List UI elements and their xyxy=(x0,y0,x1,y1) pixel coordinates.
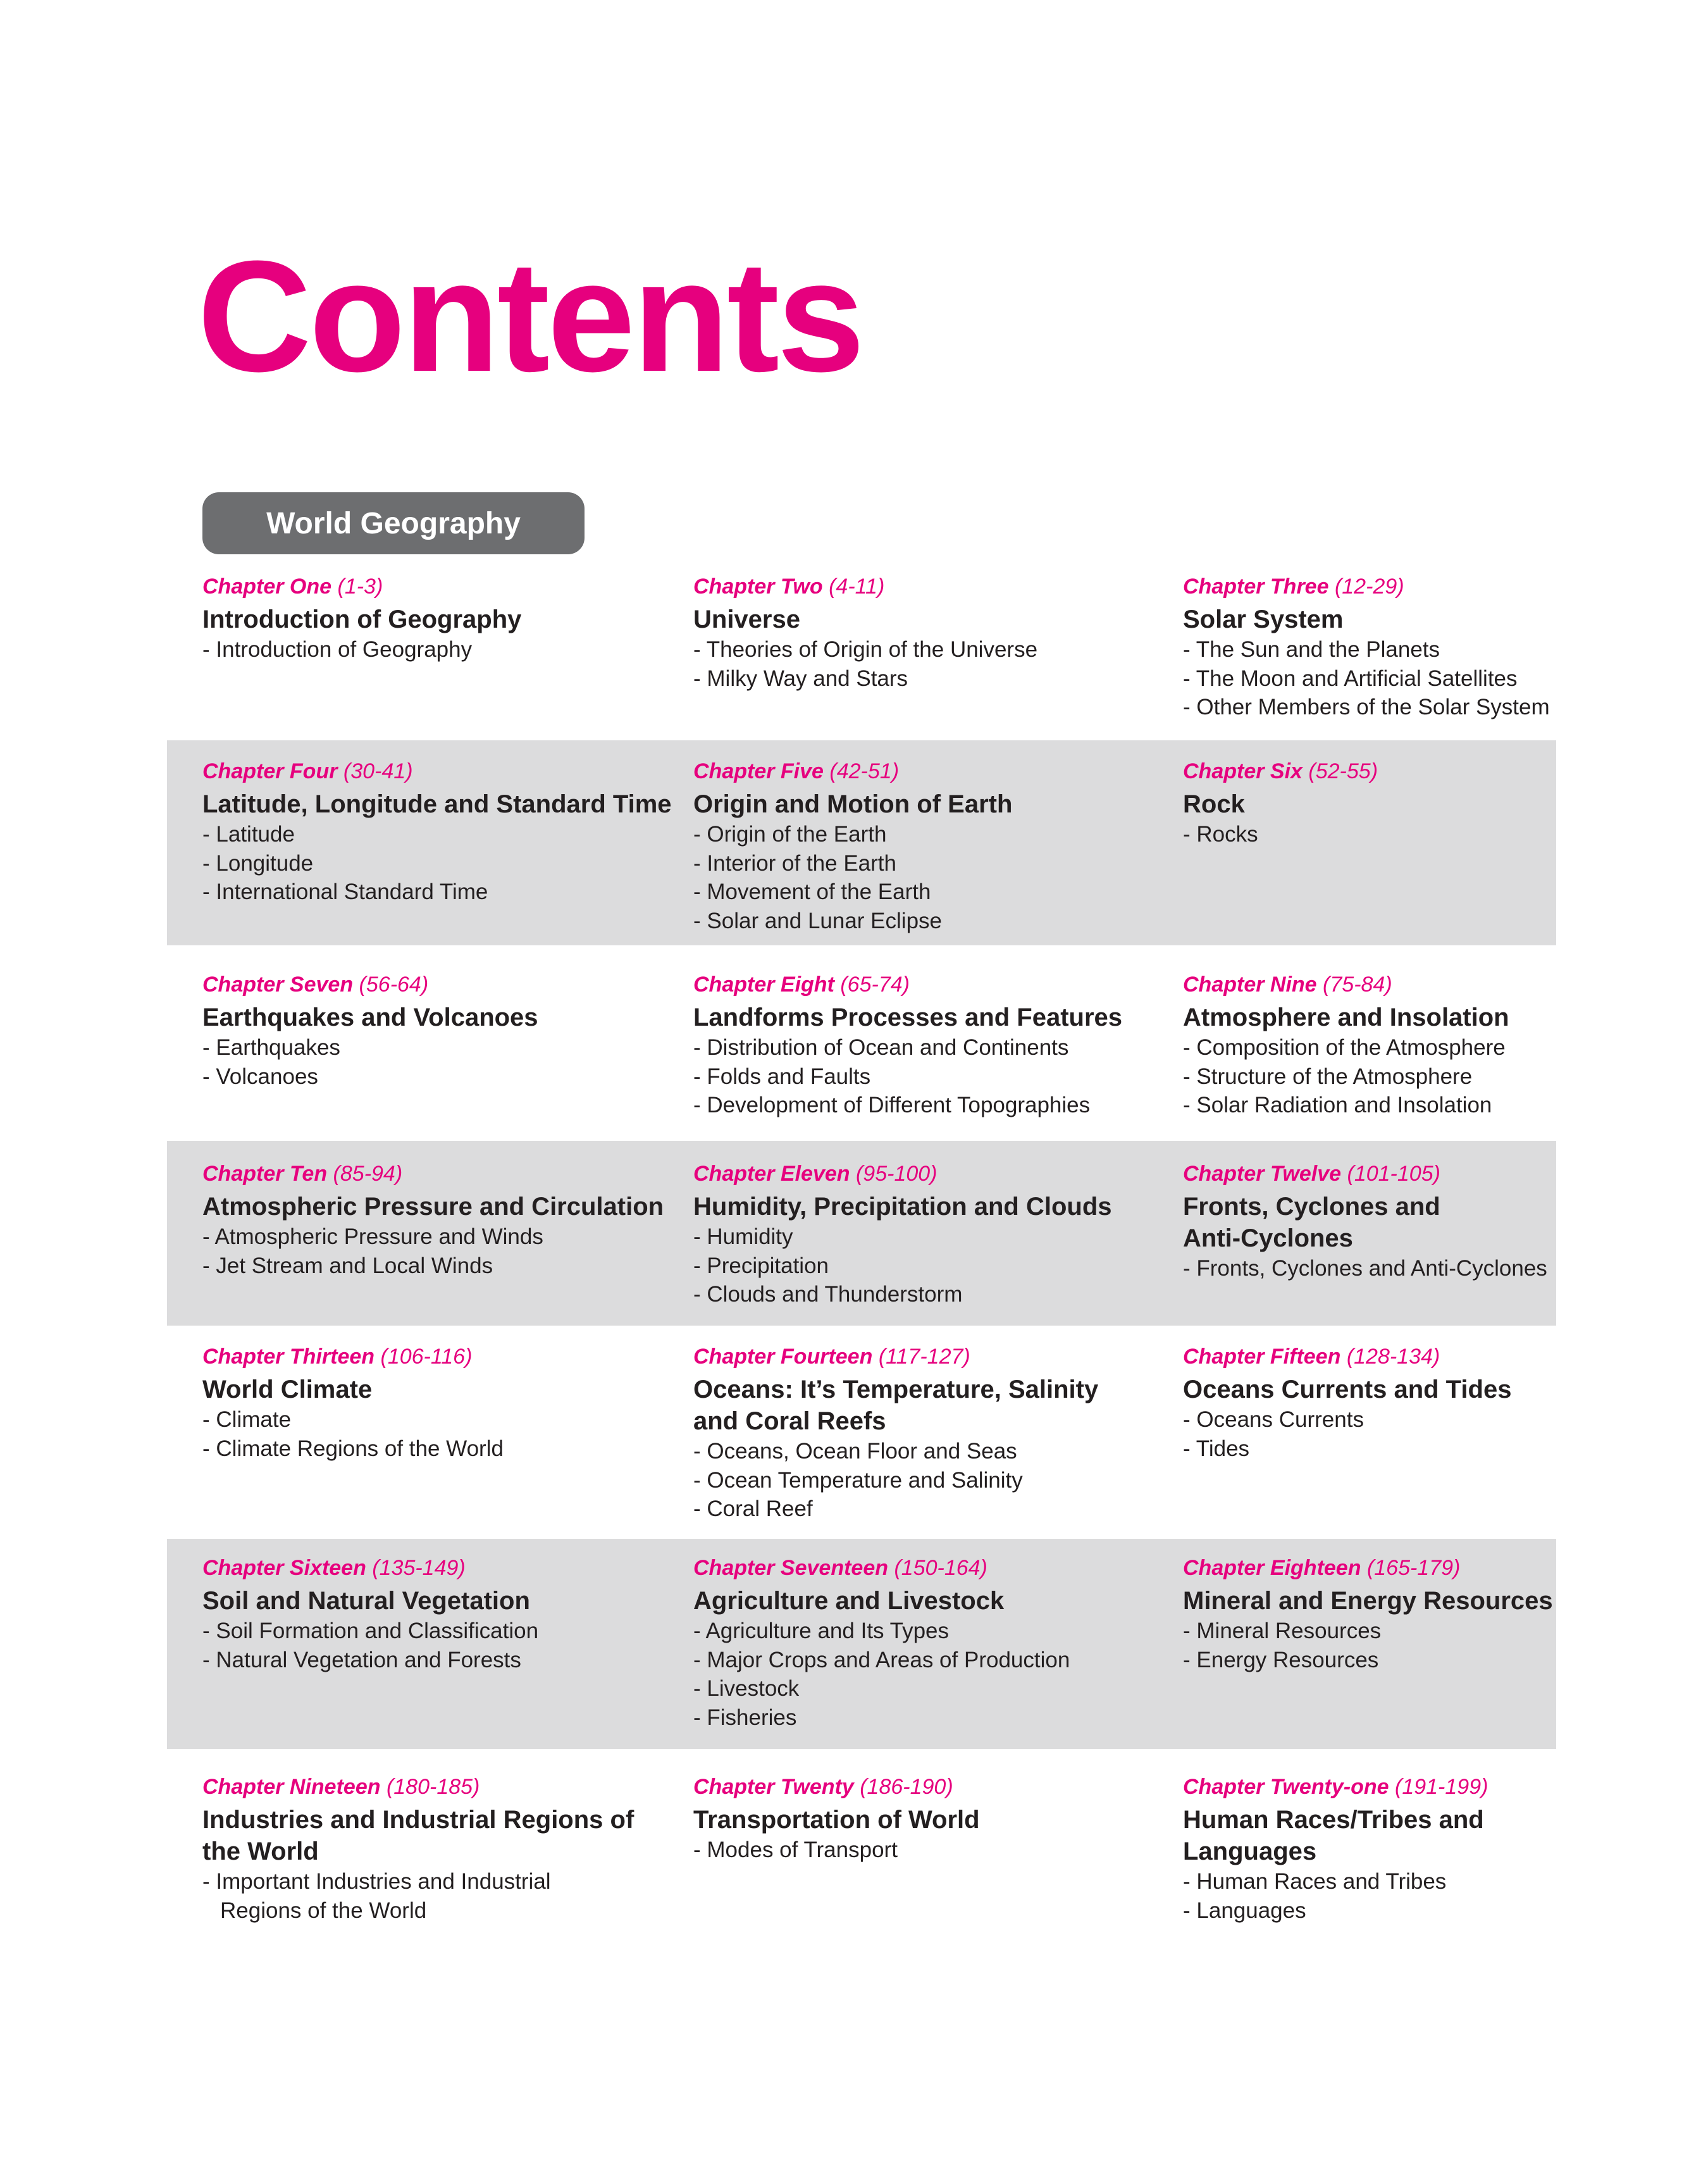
chapter-title-line: Landforms Processes and Features xyxy=(693,1004,1123,1031)
topic-text: Other Members of the Solar System xyxy=(1196,695,1550,719)
topic-text: Soil Formation and Classification xyxy=(216,1619,539,1643)
topic-item: - Important Industries and Industrial Regions of the World xyxy=(202,1867,634,1925)
chapter-number: Chapter Twelve xyxy=(1183,1162,1342,1186)
chapter-pages: (106-116) xyxy=(380,1345,473,1369)
topic-list xyxy=(1183,1867,1488,1925)
topic-text: Interior of the Earth xyxy=(707,850,896,876)
topic-item: - Atmospheric Pressure and Winds xyxy=(202,1224,543,1249)
topic-item: - Movement of the Earth xyxy=(693,880,931,904)
chapter-heading xyxy=(693,1772,980,1801)
topic-item: - Clouds and Thunderstorm xyxy=(693,1282,963,1307)
topic-item: - Ocean Temperature and Salinity xyxy=(693,1467,1023,1493)
chapter-number: Chapter Ten xyxy=(202,1162,328,1186)
chapter-heading xyxy=(1183,1772,1488,1801)
topic-item: - Humidity xyxy=(693,1224,793,1249)
topic-list xyxy=(693,1836,980,1865)
topic-list xyxy=(693,1033,1122,1120)
chapter-title-line: Languages xyxy=(1183,1838,1317,1865)
topic-list xyxy=(202,820,672,907)
chapter-title xyxy=(202,788,672,820)
chapter-number: Chapter Three xyxy=(1183,575,1329,599)
topic-list xyxy=(1183,1617,1553,1674)
chapter-entry xyxy=(1183,1772,1488,1925)
topic-text: Climate Regions of the World xyxy=(216,1436,504,1461)
chapter-title-line: Earthquakes and Volcanoes xyxy=(202,1004,538,1031)
chapter-heading xyxy=(1183,1553,1553,1583)
chapter-entry xyxy=(202,1159,664,1280)
topic-item: - Languages xyxy=(1183,1898,1306,1923)
topic-text: Longitude xyxy=(216,850,314,876)
chapter-title-line: Human Races/Tribes and xyxy=(1183,1806,1484,1834)
chapter-pages: (52-55) xyxy=(1308,759,1378,783)
topic-text: Languages xyxy=(1196,1898,1306,1923)
topic-text: Tides xyxy=(1196,1436,1250,1461)
chapter-number: Chapter Fourteen xyxy=(693,1345,873,1369)
chapter-heading xyxy=(1183,1159,1547,1188)
topic-item: - Other Members of the Solar System xyxy=(1183,695,1550,719)
topic-list xyxy=(202,1033,538,1091)
chapter-number: Chapter Eighteen xyxy=(1183,1556,1361,1580)
chapter-number: Chapter Thirteen xyxy=(202,1345,375,1369)
topic-item: - Introduction of Geography xyxy=(202,637,473,662)
topic-text: Major Crops and Areas of Production xyxy=(707,1647,1070,1672)
topic-text: Rocks xyxy=(1196,822,1258,847)
chapter-pages: (117-127) xyxy=(878,1345,970,1369)
topic-item: - Fronts, Cyclones and Anti-Cyclones xyxy=(1183,1256,1547,1281)
chapter-title xyxy=(1183,1002,1509,1033)
topic-item: - Precipitation xyxy=(693,1253,829,1278)
topic-text: Clouds and Thunderstorm xyxy=(707,1282,963,1307)
chapter-number: Chapter Eight xyxy=(693,973,834,997)
chapter-number: Chapter Four xyxy=(202,759,338,783)
chapter-title xyxy=(1183,1374,1511,1405)
chapter-title xyxy=(202,1585,538,1617)
topic-text: Livestock xyxy=(707,1676,800,1701)
chapter-entry xyxy=(202,970,538,1091)
topic-text: Structure of the Atmosphere xyxy=(1196,1064,1473,1089)
chapter-pages: (191-199) xyxy=(1395,1775,1488,1799)
topic-item: - Earthquakes xyxy=(202,1035,340,1060)
topic-item: - Fisheries xyxy=(693,1705,797,1730)
chapter-number: Chapter Eleven xyxy=(693,1162,850,1186)
topic-text: Development of Different Topographies xyxy=(707,1093,1091,1117)
chapter-number: Chapter Nine xyxy=(1183,973,1317,997)
chapter-heading xyxy=(1183,572,1550,601)
topic-list xyxy=(1183,1405,1511,1463)
topic-text: Precipitation xyxy=(707,1253,829,1278)
chapter-title-line: Oceans Currents and Tides xyxy=(1183,1376,1512,1403)
chapter-number: Chapter Seventeen xyxy=(693,1556,888,1580)
chapter-title xyxy=(693,604,1037,635)
topic-list xyxy=(202,635,521,664)
chapter-pages: (65-74) xyxy=(840,973,910,997)
topic-text: Coral Reef xyxy=(707,1496,813,1521)
chapter-pages: (42-51) xyxy=(829,759,900,783)
topic-text: Ocean Temperature and Salinity xyxy=(707,1467,1023,1493)
topic-list xyxy=(1183,1033,1509,1120)
chapter-title-line: Universe xyxy=(693,606,800,633)
section-label: World Geography xyxy=(202,492,585,554)
topic-item: - Jet Stream and Local Winds xyxy=(202,1253,493,1278)
chapter-heading xyxy=(202,572,521,601)
chapter-heading xyxy=(693,572,1037,601)
topic-text: Important Industries and Industrial xyxy=(216,1869,551,1894)
chapter-title-line: Transportation of World xyxy=(693,1806,980,1834)
chapter-title xyxy=(202,1804,634,1867)
topic-text: Mineral Resources xyxy=(1196,1619,1382,1643)
chapter-title-line: Solar System xyxy=(1183,606,1344,633)
chapter-pages: (30-41) xyxy=(343,759,413,783)
topic-text: Atmospheric Pressure and Winds xyxy=(214,1224,543,1249)
topic-text: Regions of the World xyxy=(220,1898,427,1923)
topic-text: International Standard Time xyxy=(216,880,488,904)
topic-item: - Major Crops and Areas of Production xyxy=(693,1647,1070,1672)
chapter-entry xyxy=(1183,1159,1547,1283)
chapter-pages: (101-105) xyxy=(1347,1162,1440,1186)
chapter-entry xyxy=(693,1772,980,1865)
topic-text: Fronts, Cyclones and Anti-Cyclones xyxy=(1196,1256,1547,1281)
chapter-pages: (186-190) xyxy=(860,1775,953,1799)
topic-item: - Origin of the Earth xyxy=(693,822,887,847)
chapter-heading xyxy=(202,970,538,999)
topic-list xyxy=(202,1222,664,1280)
chapter-title xyxy=(1183,788,1378,820)
topic-item: - Livestock xyxy=(693,1676,800,1701)
chapter-heading xyxy=(1183,1342,1511,1371)
topic-text: Solar and Lunar Eclipse xyxy=(707,908,943,933)
topic-item: - The Sun and the Planets xyxy=(1183,637,1440,662)
topic-item: - Modes of Transport xyxy=(693,1838,898,1862)
topic-item: - The Moon and Artificial Satellites xyxy=(1183,666,1518,691)
topic-text: The Moon and Artificial Satellites xyxy=(1196,666,1518,691)
topic-text: Humidity xyxy=(707,1224,793,1249)
chapter-title xyxy=(693,788,1012,820)
chapter-title-line: Introduction of Geography xyxy=(202,606,522,633)
chapter-pages: (165-179) xyxy=(1366,1556,1461,1580)
chapter-entry xyxy=(693,572,1037,693)
chapter-pages: (95-100) xyxy=(855,1162,938,1186)
chapter-heading xyxy=(202,757,672,786)
chapter-title-line: Mineral and Energy Resources xyxy=(1183,1587,1553,1615)
topic-text: Introduction of Geography xyxy=(216,637,473,662)
topic-item: - International Standard Time xyxy=(202,880,488,904)
chapter-title-line: Soil and Natural Vegetation xyxy=(202,1587,530,1615)
topic-text: Human Races and Tribes xyxy=(1196,1869,1447,1894)
chapter-number: Chapter Twenty-one xyxy=(1183,1775,1389,1799)
chapter-pages: (75-84) xyxy=(1323,973,1392,997)
topic-item: - Rocks xyxy=(1183,822,1258,847)
topic-list xyxy=(202,1405,504,1463)
topic-item: - Human Races and Tribes xyxy=(1183,1869,1447,1894)
topic-text: Distribution of Ocean and Continents xyxy=(707,1035,1069,1060)
topic-item: - Mineral Resources xyxy=(1183,1619,1382,1643)
chapter-entry xyxy=(693,1159,1112,1309)
chapter-title xyxy=(693,1191,1112,1222)
topic-item: - Development of Different Topographies xyxy=(693,1093,1091,1117)
chapter-entry xyxy=(202,757,672,907)
chapter-title-line: the World xyxy=(202,1838,319,1865)
chapter-title xyxy=(202,604,521,635)
topic-item: - Structure of the Atmosphere xyxy=(1183,1064,1473,1089)
topic-text: Folds and Faults xyxy=(707,1064,871,1089)
topic-text: Climate xyxy=(216,1407,292,1432)
topic-item: - Milky Way and Stars xyxy=(693,666,908,691)
topic-item: - Distribution of Ocean and Continents xyxy=(693,1035,1069,1060)
chapter-heading xyxy=(693,1342,1098,1371)
chapter-title-line: Humidity, Precipitation and Clouds xyxy=(693,1193,1112,1221)
chapter-number: Chapter Nineteen xyxy=(202,1775,381,1799)
chapter-entry xyxy=(202,572,521,664)
topic-item: - Coral Reef xyxy=(693,1496,813,1521)
chapter-title xyxy=(693,1804,980,1836)
chapter-pages: (12-29) xyxy=(1334,575,1404,599)
chapter-pages: (4-11) xyxy=(829,575,885,599)
topic-text: Latitude xyxy=(216,822,295,847)
topic-item: - Oceans Currents xyxy=(1183,1407,1364,1432)
topic-text: Earthquakes xyxy=(216,1035,340,1060)
topic-item: - Composition of the Atmosphere xyxy=(1183,1035,1506,1060)
chapter-title-line: Anti-Cyclones xyxy=(1183,1224,1353,1252)
chapter-entry xyxy=(202,1772,634,1925)
chapter-title-line: Oceans: It’s Temperature, Salinity xyxy=(693,1376,1099,1403)
chapter-title-line: Atmospheric Pressure and Circulation xyxy=(202,1193,664,1221)
topic-text: Solar Radiation and Insolation xyxy=(1196,1093,1492,1117)
chapter-title-line: Agriculture and Livestock xyxy=(693,1587,1005,1615)
topic-item: - Climate Regions of the World xyxy=(202,1436,504,1461)
chapter-heading xyxy=(693,1553,1070,1583)
chapter-title xyxy=(202,1002,538,1033)
chapter-title xyxy=(202,1374,504,1405)
chapter-heading xyxy=(202,1159,664,1188)
topic-item: - Natural Vegetation and Forests xyxy=(202,1647,521,1672)
topic-item: - Folds and Faults xyxy=(693,1064,871,1089)
topic-list xyxy=(1183,635,1550,722)
chapter-title xyxy=(1183,604,1550,635)
chapter-title-line: Fronts, Cyclones and xyxy=(1183,1193,1440,1221)
chapter-title-line: Industries and Industrial Regions of xyxy=(202,1806,634,1834)
topic-text: Jet Stream and Local Winds xyxy=(216,1253,493,1278)
chapter-title xyxy=(1183,1585,1553,1617)
chapter-number: Chapter Fifteen xyxy=(1183,1345,1341,1369)
chapter-pages: (56-64) xyxy=(359,973,429,997)
chapter-title xyxy=(202,1191,664,1222)
topic-text: Milky Way and Stars xyxy=(707,666,908,691)
chapter-title xyxy=(693,1374,1098,1437)
chapter-pages: (180-185) xyxy=(386,1775,480,1799)
chapter-entry xyxy=(1183,757,1378,849)
topic-list xyxy=(693,635,1037,693)
chapter-heading xyxy=(693,970,1122,999)
chapter-number: Chapter Five xyxy=(693,759,824,783)
chapter-entry xyxy=(1183,572,1550,722)
chapter-pages: (128-134) xyxy=(1346,1345,1440,1369)
chapter-title-line: Latitude, Longitude and Standard Time xyxy=(202,790,672,818)
chapter-heading xyxy=(1183,757,1378,786)
topic-list xyxy=(693,1437,1098,1524)
chapter-heading xyxy=(1183,970,1509,999)
chapter-number: Chapter Seven xyxy=(202,973,354,997)
chapter-number: Chapter Sixteen xyxy=(202,1556,366,1580)
chapter-number: Chapter Twenty xyxy=(693,1775,854,1799)
topic-item: - Longitude xyxy=(202,850,314,876)
chapter-heading xyxy=(202,1553,538,1583)
topic-text: Theories of Origin of the Universe xyxy=(706,637,1038,662)
chapter-entry xyxy=(693,970,1122,1120)
topic-text: Oceans Currents xyxy=(1196,1407,1364,1432)
topic-text: The Sun and the Planets xyxy=(1196,637,1440,662)
topic-text: Composition of the Atmosphere xyxy=(1196,1035,1506,1060)
topic-text: Modes of Transport xyxy=(707,1838,898,1862)
topic-list xyxy=(693,820,1012,935)
chapter-pages: (135-149) xyxy=(372,1556,466,1580)
chapter-title-line: Origin and Motion of Earth xyxy=(693,790,1013,818)
chapter-pages: (1-3) xyxy=(337,575,383,599)
topic-text: Natural Vegetation and Forests xyxy=(216,1647,521,1672)
chapter-number: Chapter One xyxy=(202,575,332,599)
chapter-title xyxy=(1183,1804,1488,1867)
topic-text: Movement of the Earth xyxy=(707,880,931,904)
topic-list xyxy=(1183,820,1378,849)
topic-list xyxy=(202,1867,634,1925)
topic-list xyxy=(1183,1254,1547,1283)
chapter-entry xyxy=(693,757,1012,935)
chapter-entry xyxy=(1183,970,1509,1120)
chapter-entry xyxy=(693,1342,1098,1524)
chapter-heading xyxy=(693,1159,1112,1188)
topic-text: Oceans, Ocean Floor and Seas xyxy=(707,1439,1017,1464)
topic-item: - Oceans, Ocean Floor and Seas xyxy=(693,1439,1017,1464)
chapter-heading xyxy=(693,757,1012,786)
topic-item: - Latitude xyxy=(202,822,295,847)
chapter-entry xyxy=(202,1553,538,1674)
topic-item: - Energy Resources xyxy=(1183,1647,1379,1672)
chapter-title xyxy=(693,1002,1122,1033)
chapter-title-line: World Climate xyxy=(202,1376,373,1403)
topic-text: Origin of the Earth xyxy=(707,822,887,847)
topic-item: - Interior of the Earth xyxy=(693,850,896,876)
chapter-title-line: Rock xyxy=(1183,790,1245,818)
topic-text: Volcanoes xyxy=(216,1064,318,1089)
chapter-entry xyxy=(1183,1553,1553,1674)
topic-item: - Tides xyxy=(1183,1436,1250,1461)
topic-item: - Climate xyxy=(202,1407,292,1432)
topic-item: - Solar Radiation and Insolation xyxy=(1183,1093,1492,1117)
topic-text: Energy Resources xyxy=(1196,1647,1379,1672)
topic-list xyxy=(693,1617,1070,1732)
chapter-title xyxy=(1183,1191,1547,1254)
topic-text: Agriculture and Its Types xyxy=(705,1619,950,1643)
chapter-pages: (85-94) xyxy=(333,1162,403,1186)
chapter-number: Chapter Two xyxy=(693,575,823,599)
topic-item: - Agriculture and Its Types xyxy=(693,1619,950,1643)
chapter-title-line: and Coral Reefs xyxy=(693,1407,886,1435)
chapter-entry xyxy=(693,1553,1070,1732)
topic-item: - Soil Formation and Classification xyxy=(202,1619,539,1643)
topic-item: - Theories of Origin of the Universe xyxy=(693,637,1038,662)
chapter-title xyxy=(693,1585,1070,1617)
chapter-entry xyxy=(202,1342,504,1463)
chapter-title-line: Atmosphere and Insolation xyxy=(1183,1004,1509,1031)
topic-text: Fisheries xyxy=(707,1705,797,1730)
page-title: Contents xyxy=(197,228,863,404)
chapter-heading xyxy=(202,1342,504,1371)
topic-item: - Volcanoes xyxy=(202,1064,318,1089)
chapter-heading xyxy=(202,1772,634,1801)
topic-item: - Solar and Lunar Eclipse xyxy=(693,908,943,933)
chapter-pages: (150-164) xyxy=(894,1556,987,1580)
topic-list xyxy=(202,1617,538,1674)
chapter-entry xyxy=(1183,1342,1511,1463)
chapter-number: Chapter Six xyxy=(1183,759,1303,783)
topic-list xyxy=(693,1222,1112,1309)
